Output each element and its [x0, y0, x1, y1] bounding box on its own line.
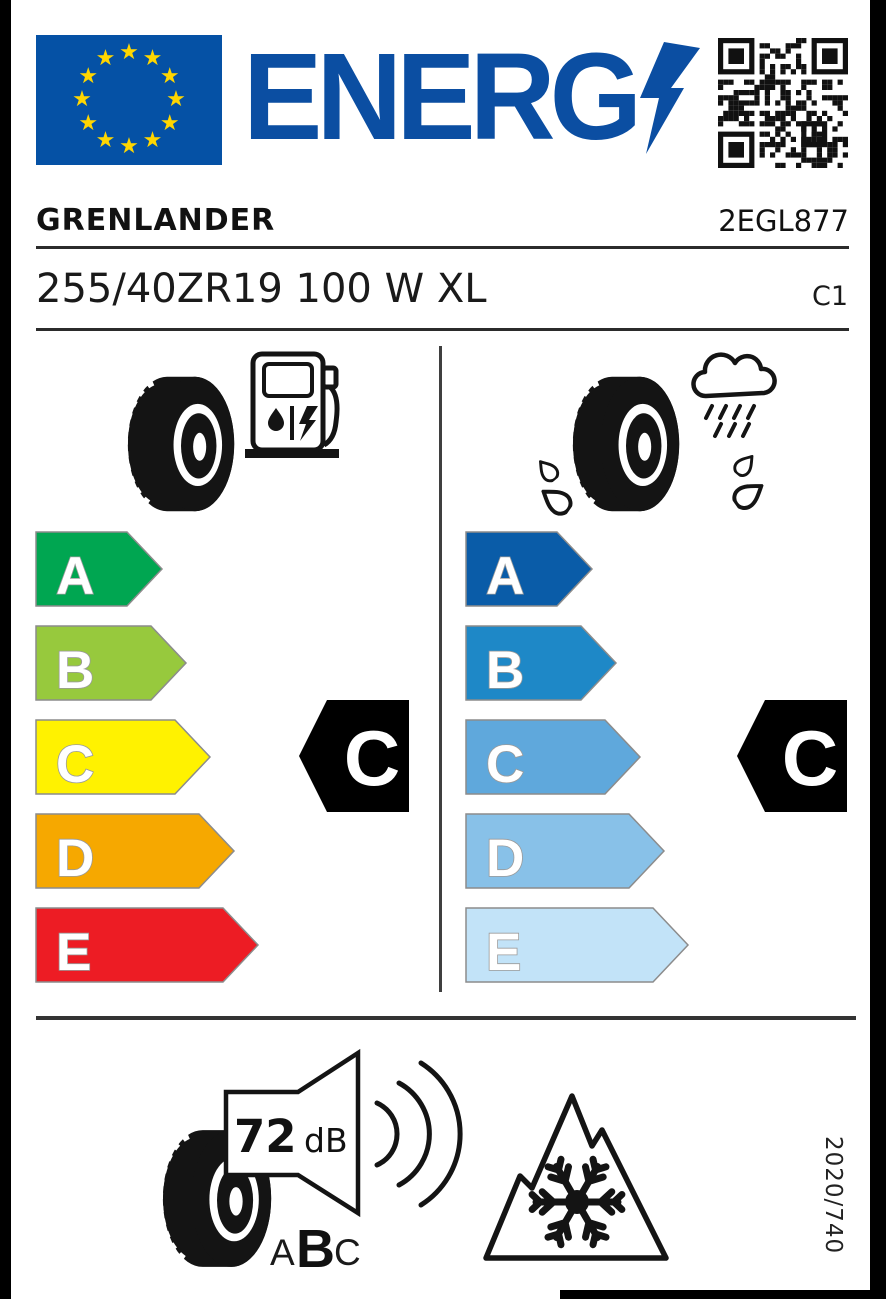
star-icon: ★: [119, 134, 139, 159]
wet-grade-arrow-d: [466, 813, 665, 889]
fuel-grade-arrow-b: [36, 625, 187, 701]
tire-class: C1: [811, 281, 848, 312]
grade-letter: A: [56, 547, 95, 606]
star-icon: ★: [159, 63, 180, 89]
wet-grade-arrow-c: [466, 719, 641, 795]
model-code: 2EGL877: [718, 204, 849, 238]
star-icon: ★: [95, 46, 116, 72]
divider-line: [36, 328, 849, 331]
grade-letter: D: [486, 829, 525, 888]
fuel-grade-arrow-c: [36, 719, 211, 795]
column-divider: [439, 346, 442, 992]
star-icon: ★: [119, 40, 139, 65]
lightning-bolt-icon: [638, 42, 702, 154]
fuel-grade-arrow-e: [36, 907, 259, 983]
tire-icon: [125, 377, 234, 511]
divider-line: [36, 246, 849, 249]
noise-class-b: B: [296, 1219, 335, 1273]
star-icon: ★: [142, 46, 163, 72]
grade-letter: B: [56, 641, 95, 700]
fuel-rating-arrow: [299, 700, 410, 813]
brand-text: GRENLANDER: [36, 203, 276, 238]
star-icon: ★: [72, 87, 92, 112]
fuel-efficiency-icon: [125, 348, 340, 520]
fuel-pump-icon: [245, 354, 339, 458]
noise-unit: dB: [304, 1121, 348, 1160]
noise-value: 72: [234, 1110, 297, 1163]
right-border: [870, 0, 886, 1299]
star-icon: ★: [159, 110, 180, 136]
snow-grip-icon: [480, 1082, 675, 1270]
bottom-border: [560, 1290, 886, 1299]
fuel-grade-arrow-a: [36, 531, 163, 607]
fuel-rating-letter: C: [343, 714, 401, 802]
star-icon: ★: [95, 127, 116, 153]
rain-cloud-icon: [693, 355, 774, 436]
wet-rating-letter: C: [781, 714, 839, 802]
divider-line: [36, 1016, 856, 1020]
star-icon: ★: [142, 127, 163, 153]
grade-letter: C: [56, 735, 95, 794]
tire-size: 255/40ZR19 100 W XL: [36, 266, 487, 312]
wet-grade-arrow-e: [466, 907, 689, 983]
noise-icon: [158, 1045, 468, 1273]
grade-letter: B: [486, 641, 525, 700]
tire-icon: [562, 377, 680, 511]
left-border: [0, 0, 11, 1299]
grade-letter: E: [56, 923, 92, 982]
noise-class-c: C: [334, 1232, 361, 1273]
wet-grade-arrow-a: [466, 531, 593, 607]
grade-letter: A: [486, 547, 525, 606]
grade-letter: C: [486, 735, 525, 794]
qr-code: [718, 38, 848, 168]
regulation-number: 2020/740: [820, 1136, 846, 1255]
grade-letter: D: [56, 829, 95, 888]
energy-title: ENERG: [243, 27, 637, 166]
wet-grip-icon: [538, 348, 786, 520]
noise-class-a: A: [270, 1232, 295, 1273]
star-icon: ★: [78, 63, 99, 89]
wet-grade-arrow-b: [466, 625, 617, 701]
wet-rating-arrow: [737, 700, 848, 813]
star-icon: ★: [166, 87, 186, 112]
sound-waves-icon: [377, 1063, 460, 1205]
fuel-grade-arrow-d: [36, 813, 235, 889]
grade-letter: E: [486, 923, 522, 982]
mountain-icon: [486, 1096, 666, 1258]
star-icon: ★: [78, 110, 99, 136]
eu-flag: [36, 35, 222, 165]
